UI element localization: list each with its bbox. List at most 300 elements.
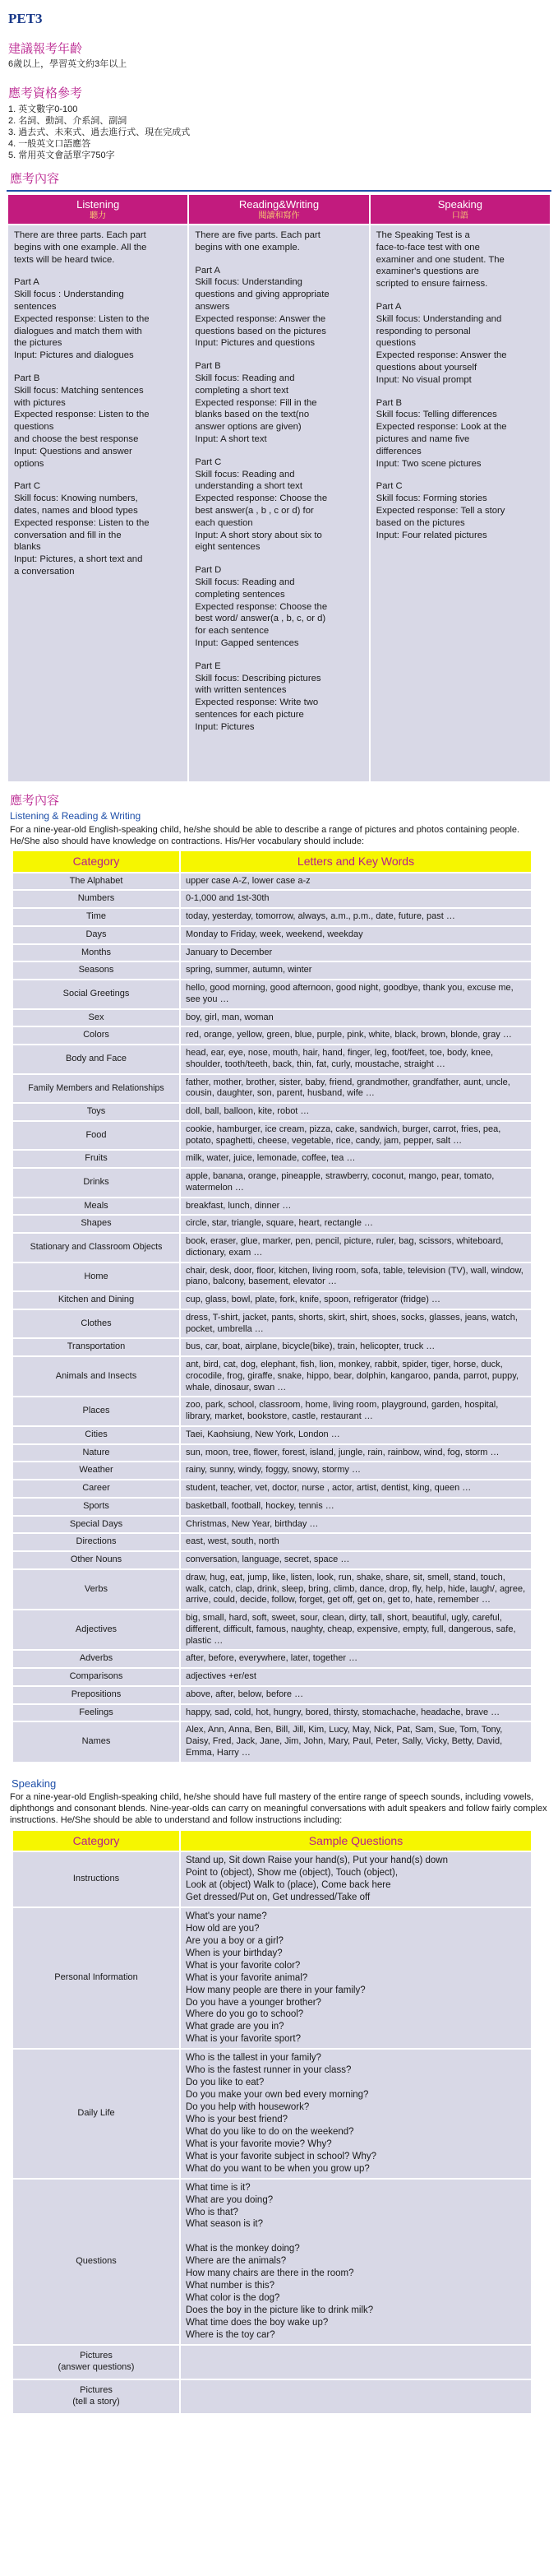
sample-question: What color is the dog? xyxy=(186,2293,280,2304)
skill-text-line: Part C xyxy=(195,456,222,467)
vocab-category: Colors xyxy=(12,1026,180,1045)
vocab-row xyxy=(12,1150,532,1168)
vocab-category: Names xyxy=(12,1721,180,1762)
skill-header xyxy=(7,194,188,225)
vocab-words: draw, hug, eat, jump, like, listen, look, run, shake, share, sit, smell, stand, touch, walk, catch, clap, drink, sleep, bring, climb, dance, drop, fly, help, hide, laugh/, agree, arrive, could, decide, follow, forget, get off, get on, get to, hate, remember … xyxy=(180,1569,532,1610)
speaking-row xyxy=(12,2179,532,2345)
sample-question: How many people are there in your family? xyxy=(186,1985,366,1995)
vocab-words: chair, desk, door, floor, kitchen, living room, sofa, table, television (TV), wall, window, piano, balcony, basement, elevator … xyxy=(180,1263,532,1292)
vocab-row xyxy=(12,1686,532,1704)
skill-text-line: face-to-face test with one xyxy=(376,242,480,253)
vocab-row xyxy=(12,926,532,944)
skill-text-line: sentences xyxy=(14,302,57,313)
vocab-category: Kitchen and Dining xyxy=(12,1291,180,1309)
speaking-category xyxy=(12,2345,180,2379)
age-section xyxy=(7,41,551,70)
skill-paragraph xyxy=(376,480,544,541)
vocab-words: student, teacher, vet, doctor, nurse , actor, artist, dentist, king, queen … xyxy=(180,1480,532,1498)
vocab-row xyxy=(12,1551,532,1569)
sample-question: What is your favorite movie? Why? xyxy=(186,2138,332,2149)
vocab-category: Adverbs xyxy=(12,1650,180,1668)
skill-column xyxy=(370,225,551,782)
vocab-row xyxy=(12,1480,532,1498)
vocab-category: Numbers xyxy=(12,890,180,908)
vocab-category: Verbs xyxy=(12,1569,180,1610)
sample-question: What grade are you in? xyxy=(186,2022,284,2032)
skill-text-line: Skill focus: Reading and xyxy=(195,469,295,480)
vocab-words: circle, star, triangle, square, heart, rectangle … xyxy=(180,1215,532,1233)
sample-question: What are you doing? xyxy=(186,2194,274,2205)
speaking-category xyxy=(12,2379,180,2414)
skill-paragraph xyxy=(14,480,182,577)
sample-question: Do you have a younger brother? xyxy=(186,1997,321,2008)
speaking-questions xyxy=(180,2345,532,2379)
vocab-words: Alex, Ann, Anna, Ben, Bill, Jill, Kim, Lucy, May, Nick, Pat, Sam, Sue, Tom, Tony, Daisy, Fred, Jack, Jane, Jim, John, Mary, Paul, Peter, Sally, Vicky, Betty, David, Emma, Harry … xyxy=(180,1721,532,1762)
vocab-category: Shapes xyxy=(12,1215,180,1233)
vocab-category: Transportation xyxy=(12,1338,180,1356)
vocab-row xyxy=(12,1045,532,1074)
skill-text-line: begins with one example. xyxy=(195,242,300,253)
skill-text-line: Input: Gapped sentences xyxy=(195,637,299,648)
vocab-category: Cities xyxy=(12,1426,180,1444)
skill-header-zh: 閱讀和寫作 xyxy=(258,211,300,221)
vocab-words: hello, good morning, good afternoon, good night, goodbye, thank you, excuse me, see you … xyxy=(180,980,532,1009)
vocab-category: Feelings xyxy=(12,1704,180,1722)
sample-question: Point to (object), Show me (object), Touch (object), xyxy=(186,1868,399,1879)
reference-item: 5. 常用英文會話單字750字 xyxy=(8,150,115,160)
sample-question: What's your name? xyxy=(186,1911,267,1921)
speaking-category-line: (answer questions) xyxy=(58,2361,135,2372)
skill-text-line: Part B xyxy=(376,397,403,408)
vocab-row xyxy=(12,1668,532,1686)
vocab-row xyxy=(12,1233,532,1263)
skill-text-line: Skill focus: Reading and xyxy=(195,373,295,383)
speaking-heading: Speaking xyxy=(12,1777,57,1790)
skill-column xyxy=(188,225,369,782)
reference-item: 2. 名詞、動詞、介系詞、副詞 xyxy=(8,115,127,126)
skill-text-line: Part A xyxy=(376,302,402,313)
reference-item: 4. 一般英文口語應答 xyxy=(8,138,91,149)
vocab-row xyxy=(12,1498,532,1516)
vocab-words: dress, T-shirt, jacket, pants, shorts, skirt, shirt, shoes, socks, glasses, jeans, watch, pocket, umbrella … xyxy=(180,1309,532,1339)
reference-section xyxy=(7,86,551,161)
vocab-category: Food xyxy=(12,1121,180,1151)
skill-text-line: Part B xyxy=(195,361,221,372)
sample-question: What is the monkey doing? xyxy=(186,2244,300,2254)
speaking-category-line: Personal Information xyxy=(54,1972,138,1983)
skill-text-line: Part C xyxy=(14,481,41,492)
sample-question: What is your favorite animal? xyxy=(186,1972,308,1983)
sample-question: What is your favorite sport? xyxy=(186,2034,301,2045)
vocab-category: Comparisons xyxy=(12,1668,180,1686)
sample-question: What time does the boy wake up? xyxy=(186,2317,329,2328)
skill-text-line: Part B xyxy=(14,373,40,383)
vocab-row xyxy=(12,873,532,891)
skill-header-zh: 聽力 xyxy=(90,211,107,221)
skill-text-line: questions about yourself xyxy=(376,363,477,373)
speaking-row xyxy=(12,1851,532,1907)
speaking-questions xyxy=(180,1907,532,2049)
skill-text-line: completing sentences xyxy=(195,589,285,600)
vocab-words: January to December xyxy=(180,944,532,962)
speaking-row xyxy=(12,2379,532,2414)
skill-paragraph xyxy=(195,265,362,350)
vocab-row xyxy=(12,961,532,980)
skill-text-line: Expected response: Answer the xyxy=(195,313,326,324)
vocab-words: ant, bird, cat, dog, elephant, fish, lion, monkey, rabbit, spider, tiger, horse, duck, crocodile, frog, giraffe, snake, hippo, bear, dolphin, kangaroo, panda, parrot, puppy, whale, dinosaur, swan … xyxy=(180,1356,532,1397)
vocab-category: Nature xyxy=(12,1444,180,1462)
skill-text-line: Part A xyxy=(195,265,221,276)
vocab-words: big, small, hard, soft, sweet, sour, clean, dirty, tall, short, beautiful, ugly, careful, different, difficult, famous, naughty, cheap, expensive, empty, full, dangerous, safe, plastic … xyxy=(180,1610,532,1650)
skill-text-line: Input: A short story about six to xyxy=(195,530,322,540)
speaking-intro: For a nine-year-old English-speaking child, he/she should have full mastery of the entire range of speech sounds, including vowels, diphthongs and consonant blends. Nine-year-olds can carry on meaningful conversations with adult speakers and follow fairly complex instructions. He/She should be able to understand and follow instructions including: xyxy=(10,1791,547,1826)
skill-text-line: sentences for each picture xyxy=(195,709,304,720)
speaking-row xyxy=(12,1907,532,2049)
speaking-row xyxy=(12,2049,532,2178)
skill-text-line: Part C xyxy=(376,481,403,492)
vocab-words: zoo, park, school, classroom, home, living room, playground, garden, hospital, library, market, bookstore, castle, restaurant … xyxy=(180,1397,532,1426)
skill-text-line: dialogues and match them with xyxy=(14,326,142,336)
skill-text-line: Input: Pictures, a short text and xyxy=(14,554,143,565)
skill-text-line: each question xyxy=(195,517,253,528)
skill-text-line: scripted to ensure fairness. xyxy=(376,279,488,290)
skills-table xyxy=(7,193,551,783)
skill-text-line: answers xyxy=(195,302,230,313)
skill-text-line: with written sentences xyxy=(195,685,287,696)
skill-text-line: Skill focus: Knowing numbers, xyxy=(14,493,138,504)
skill-text-line: Expected response: Listen to the xyxy=(14,517,150,528)
vocab-words: above, after, below, before … xyxy=(180,1686,532,1704)
vocab-words: boy, girl, man, woman xyxy=(180,1009,532,1027)
vocab-category: Body and Face xyxy=(12,1045,180,1074)
vocab-row xyxy=(12,944,532,962)
vocab-words: rainy, sunny, windy, foggy, snowy, stormy … xyxy=(180,1462,532,1480)
skill-text-line: Input: No visual prompt xyxy=(376,374,472,385)
skill-text-line: Part D xyxy=(195,565,222,576)
vocab-row xyxy=(12,1074,532,1104)
sample-question: Where are the animals? xyxy=(186,2256,287,2267)
vocab-col-letters: Letters and Key Words xyxy=(180,850,532,872)
skill-text-line: Input: Questions and answer xyxy=(14,446,132,456)
vocab-row xyxy=(12,1650,532,1668)
sample-question: What season is it? xyxy=(186,2219,263,2230)
speaking-category xyxy=(12,1851,180,1907)
skill-text-line: Skill focus : Understanding xyxy=(14,290,124,300)
vocab-words: upper case A-Z, lower case a-z xyxy=(180,873,532,891)
skill-header xyxy=(370,194,551,225)
skill-header-en: Listening xyxy=(76,197,120,211)
vocab-category: Drinks xyxy=(12,1168,180,1198)
skill-header-zh: 口語 xyxy=(451,211,468,221)
vocab-words: conversation, language, secret, space … xyxy=(180,1551,532,1569)
skill-text-line: Input: Two scene pictures xyxy=(376,458,482,469)
sample-question: What do you like to do on the weekend? xyxy=(186,2126,354,2137)
vocab-category: Stationary and Classroom Objects xyxy=(12,1233,180,1263)
speaking-questions xyxy=(180,2379,532,2414)
speaking-category xyxy=(12,2179,180,2345)
skill-text-line: Expected response: Listen to the xyxy=(14,313,150,324)
vocab-row xyxy=(12,1516,532,1534)
skill-text-line: questions xyxy=(14,422,54,433)
skill-text-line: blanks based on the text(no xyxy=(195,410,310,420)
vocab-category: Seasons xyxy=(12,961,180,980)
skill-text-line: Skill focus: Reading and xyxy=(195,577,295,587)
vocab-row xyxy=(12,1215,532,1233)
skill-text-line: examiner's questions are xyxy=(376,266,479,277)
skill-text-line: begins with one example. All the xyxy=(14,242,147,253)
vocab-words: Monday to Friday, week, weekend, weekday xyxy=(180,926,532,944)
skill-text-line: There are three parts. Each part xyxy=(14,230,146,241)
skill-text-line: Expected response: Look at the xyxy=(376,422,507,433)
skill-header-en: Reading&Writing xyxy=(238,197,320,211)
sample-question: What do you want to be when you grow up? xyxy=(186,2163,370,2174)
vocab-col-category: Category xyxy=(12,850,180,872)
vocab-category: Time xyxy=(12,908,180,926)
skill-paragraph xyxy=(195,456,362,554)
skill-paragraph xyxy=(376,397,544,470)
vocab-row xyxy=(12,1309,532,1339)
vocab-category: Directions xyxy=(12,1533,180,1551)
skill-text-line: examiner and one student. The xyxy=(376,254,505,265)
speaking-category-line: Pictures xyxy=(80,2385,113,2396)
skill-text-line: options xyxy=(14,458,44,469)
speaking-questions xyxy=(180,2179,532,2345)
sample-question: What number is this? xyxy=(186,2281,275,2291)
skill-paragraph xyxy=(195,660,362,734)
skill-text-line: Expected response: Fill in the xyxy=(195,397,317,408)
age-text: 6歲以上，學習英文約3年以上 xyxy=(8,59,127,70)
sample-question: What is your favorite color? xyxy=(186,1960,301,1971)
skill-text-line: answer options are given) xyxy=(195,422,302,433)
section2-subheading: Listening & Reading & Writing xyxy=(10,809,141,822)
skill-text-line: Expected response: Choose the xyxy=(195,493,328,504)
skill-column xyxy=(7,225,188,782)
vocab-category: Clothes xyxy=(12,1309,180,1339)
skill-text-line: and choose the best response xyxy=(14,433,139,444)
sample-question xyxy=(186,2231,526,2243)
vocab-row xyxy=(12,1121,532,1151)
skill-text-line: Expected response: Write two xyxy=(195,697,319,708)
vocab-words: Christmas, New Year, birthday … xyxy=(180,1516,532,1534)
sample-question: Do you make your own bed every morning? xyxy=(186,2090,369,2101)
vocab-words: happy, sad, cold, hot, hungry, bored, thirsty, stomachache, headache, brave … xyxy=(180,1704,532,1722)
vocab-category: Sex xyxy=(12,1009,180,1027)
vocab-words: adjectives +er/est xyxy=(180,1668,532,1686)
skill-text-line: Expected response: Choose the xyxy=(195,601,328,612)
sample-question: What is your favorite subject in school? Why? xyxy=(186,2151,377,2161)
page-title: PET3 xyxy=(8,11,43,26)
vocab-category: Family Members and Relationships xyxy=(12,1074,180,1104)
vocab-category: Meals xyxy=(12,1198,180,1216)
skill-paragraph xyxy=(195,564,362,650)
skill-header-en: Speaking xyxy=(437,197,482,211)
vocab-category: Sports xyxy=(12,1498,180,1516)
speaking-questions xyxy=(180,2049,532,2178)
vocab-words: east, west, south, north xyxy=(180,1533,532,1551)
vocab-row xyxy=(12,1198,532,1216)
reference-heading: 應考資格參考 xyxy=(8,86,83,100)
skill-paragraph xyxy=(376,229,544,290)
skill-text-line: questions based on the pictures xyxy=(195,326,326,336)
skill-text-line: for each sentence xyxy=(195,626,270,637)
vocab-category: Social Greetings xyxy=(12,980,180,1009)
skill-text-line: based on the pictures xyxy=(376,517,465,528)
skill-paragraph xyxy=(195,360,362,446)
vocab-row xyxy=(12,1168,532,1198)
skill-text-line: best word/ answer(a , b, c, or d) xyxy=(195,614,326,624)
vocab-row xyxy=(12,1009,532,1027)
speaking-category-line: Pictures xyxy=(80,2351,113,2361)
skill-text-line: Skill focus: Describing pictures xyxy=(195,673,321,683)
skill-text-line: Skill focus: Understanding and xyxy=(376,313,502,324)
skill-paragraph xyxy=(376,301,544,387)
vocab-words: today, yesterday, tomorrow, always, a.m., p.m., date, future, past … xyxy=(180,908,532,926)
sample-question: Look at (object) Walk to (place), Come back here xyxy=(186,1880,391,1891)
vocab-words: spring, summer, autumn, winter xyxy=(180,961,532,980)
skill-text-line: Expected response: Listen to the xyxy=(14,410,150,420)
vocab-row xyxy=(12,890,532,908)
skill-text-line: Expected response: Tell a story xyxy=(376,505,505,516)
vocab-row xyxy=(12,1533,532,1551)
vocab-row xyxy=(12,1263,532,1292)
skill-text-line: best answer(a , b , c or d) for xyxy=(195,505,314,516)
vocab-words: bus, car, boat, airplane, bicycle(bike), train, helicopter, truck … xyxy=(180,1338,532,1356)
skill-text-line: the pictures xyxy=(14,338,62,349)
vocab-row xyxy=(12,908,532,926)
vocab-words: book, eraser, glue, marker, pen, pencil, picture, ruler, bag, scissors, whiteboard, dictionary, exam … xyxy=(180,1233,532,1263)
sample-question: How many chairs are there in the room? xyxy=(186,2268,354,2279)
skill-text-line: Skill focus: Matching sentences xyxy=(14,385,144,396)
skill-text-line: a conversation xyxy=(14,566,75,577)
vocab-row xyxy=(12,1569,532,1610)
skill-paragraph xyxy=(14,373,182,470)
skill-text-line: texts will be heard twice. xyxy=(14,254,115,265)
vocab-category: Weather xyxy=(12,1462,180,1480)
skill-text-line: pictures and name five xyxy=(376,433,470,444)
sample-question: Where is the toy car? xyxy=(186,2329,275,2340)
skill-text-line: There are five parts. Each part xyxy=(195,230,321,241)
speaking-category-line: Daily Life xyxy=(77,2108,115,2119)
vocab-category: Places xyxy=(12,1397,180,1426)
vocab-category: Special Days xyxy=(12,1516,180,1534)
vocab-words: red, orange, yellow, green, blue, purple, pink, white, black, brown, blonde, gray … xyxy=(180,1026,532,1045)
reference-item: 1. 英文數字0-100 xyxy=(8,104,78,114)
sample-question: Are you a boy or a girl? xyxy=(186,1935,284,1946)
sample-question: Do you like to eat? xyxy=(186,2078,265,2088)
skill-text-line: questions xyxy=(376,338,417,349)
skill-paragraph xyxy=(14,276,182,362)
skill-text-line: with pictures xyxy=(14,397,66,408)
skill-text-line: Expected response: Answer the xyxy=(376,350,507,361)
skill-text-line: conversation and fill in the xyxy=(14,530,122,540)
vocab-words: breakfast, lunch, dinner … xyxy=(180,1198,532,1216)
vocab-category: Days xyxy=(12,926,180,944)
vocab-words: cup, glass, bowl, plate, fork, knife, spoon, refrigerator (fridge) … xyxy=(180,1291,532,1309)
vocab-row xyxy=(12,980,532,1009)
skill-text-line: Skill focus: Telling differences xyxy=(376,410,497,420)
skill-text-line: Input: Pictures and dialogues xyxy=(14,350,134,361)
sample-question: Does the boy in the picture like to drink milk? xyxy=(186,2305,374,2316)
sample-question: How old are you? xyxy=(186,1923,260,1934)
speaking-col-category: Category xyxy=(12,1830,180,1851)
vocab-row xyxy=(12,1397,532,1426)
vocab-intro: For a nine-year-old English-speaking child, he/she should be able to describe a range of pictures and photos containing people. He/She also should have knowledge on contractions. His/Her vocabulary should include: xyxy=(10,824,520,846)
sample-question: Who is the fastest runner in your class? xyxy=(186,2065,352,2076)
vocab-words: after, before, everywhere, later, together … xyxy=(180,1650,532,1668)
sample-question: Where do you go to school? xyxy=(186,2009,304,2020)
skill-text-line: blanks xyxy=(14,542,41,553)
vocab-row xyxy=(12,1704,532,1722)
sample-question: Who is that? xyxy=(186,2207,238,2217)
vocab-row xyxy=(12,1444,532,1462)
vocab-words: cookie, hamburger, ice cream, pizza, cake, sandwich, burger, carrot, fries, pea, potato, spaghetti, cheese, vegetable, rice, candy, jam, pepper, salt … xyxy=(180,1121,532,1151)
skill-text-line: understanding a short text xyxy=(195,481,302,492)
vocab-words: doll, ball, balloon, kite, robot … xyxy=(180,1103,532,1121)
vocab-category: Other Nouns xyxy=(12,1551,180,1569)
speaking-category xyxy=(12,2049,180,2178)
vocab-category: Career xyxy=(12,1480,180,1498)
vocab-category: Fruits xyxy=(12,1150,180,1168)
vocab-row xyxy=(12,1721,532,1762)
vocab-category: Adjectives xyxy=(12,1610,180,1650)
vocab-row xyxy=(12,1426,532,1444)
vocabulary-table xyxy=(12,850,533,1763)
skill-text-line: Skill focus: Understanding xyxy=(195,277,302,288)
content-heading: 應考內容 xyxy=(10,171,60,186)
vocab-words: Taei, Kaohsiung, New York, London … xyxy=(180,1426,532,1444)
vocab-words: apple, banana, orange, pineapple, strawberry, coconut, mango, pear, tomato, watermelon … xyxy=(180,1168,532,1198)
speaking-category-line: Instructions xyxy=(72,1874,120,1884)
vocab-category: Home xyxy=(12,1263,180,1292)
skill-text-line: Part A xyxy=(14,277,39,288)
skill-text-line: completing a short text xyxy=(195,385,288,396)
speaking-questions xyxy=(180,1851,532,1907)
vocab-category: The Alphabet xyxy=(12,873,180,891)
vocab-words: head, ear, eye, nose, mouth, hair, hand, finger, leg, foot/feet, toe, body, knee, shoulder, tooth/teeth, back, thin, fat, curly, moustache, straight … xyxy=(180,1045,532,1074)
skill-text-line: The Speaking Test is a xyxy=(376,230,470,241)
reference-item: 3. 過去式、未來式、過去進行式、現在完成式 xyxy=(8,127,191,137)
skill-text-line: Skill focus: Forming stories xyxy=(376,493,487,504)
vocab-words: father, mother, brother, sister, baby, friend, grandmother, grandfather, aunt, uncle, cousin, daughter, son, parent, husband, wife … xyxy=(180,1074,532,1104)
speaking-category-line: (tell a story) xyxy=(72,2396,120,2407)
skill-paragraph xyxy=(14,229,182,266)
vocab-words: basketball, football, hockey, tennis … xyxy=(180,1498,532,1516)
vocab-words: sun, moon, tree, flower, forest, island, jungle, rain, rainbow, wind, fog, storm … xyxy=(180,1444,532,1462)
sample-question: When is your birthday? xyxy=(186,1948,283,1958)
vocab-words: 0-1,000 and 1st-30th xyxy=(180,890,532,908)
age-heading: 建議報考年齡 xyxy=(8,42,83,57)
skill-text-line: Input: Four related pictures xyxy=(376,530,487,540)
skill-text-line: Input: Pictures xyxy=(195,721,255,732)
reference-list xyxy=(8,104,551,161)
speaking-category xyxy=(12,1907,180,2049)
vocab-row xyxy=(12,1610,532,1650)
sample-question: Who is your best friend? xyxy=(186,2114,288,2124)
vocab-words: milk, water, juice, lemonade, coffee, tea … xyxy=(180,1150,532,1168)
section2-heading: 應考內容 xyxy=(10,794,60,808)
vocab-row xyxy=(12,1462,532,1480)
sample-question: Get dressed/Put on, Get undressed/Take off xyxy=(186,1893,371,1903)
skill-paragraph xyxy=(195,229,362,254)
speaking-table xyxy=(12,1829,533,2415)
skill-text-line: dates, names and blood types xyxy=(14,505,138,516)
vocab-row xyxy=(12,1103,532,1121)
skill-text-line: eight sentences xyxy=(195,542,261,553)
vocab-category: Months xyxy=(12,944,180,962)
skill-text-line: Input: Pictures and questions xyxy=(195,338,316,349)
skill-text-line: Part E xyxy=(195,660,221,671)
sample-question: Do you help with housework? xyxy=(186,2102,310,2113)
